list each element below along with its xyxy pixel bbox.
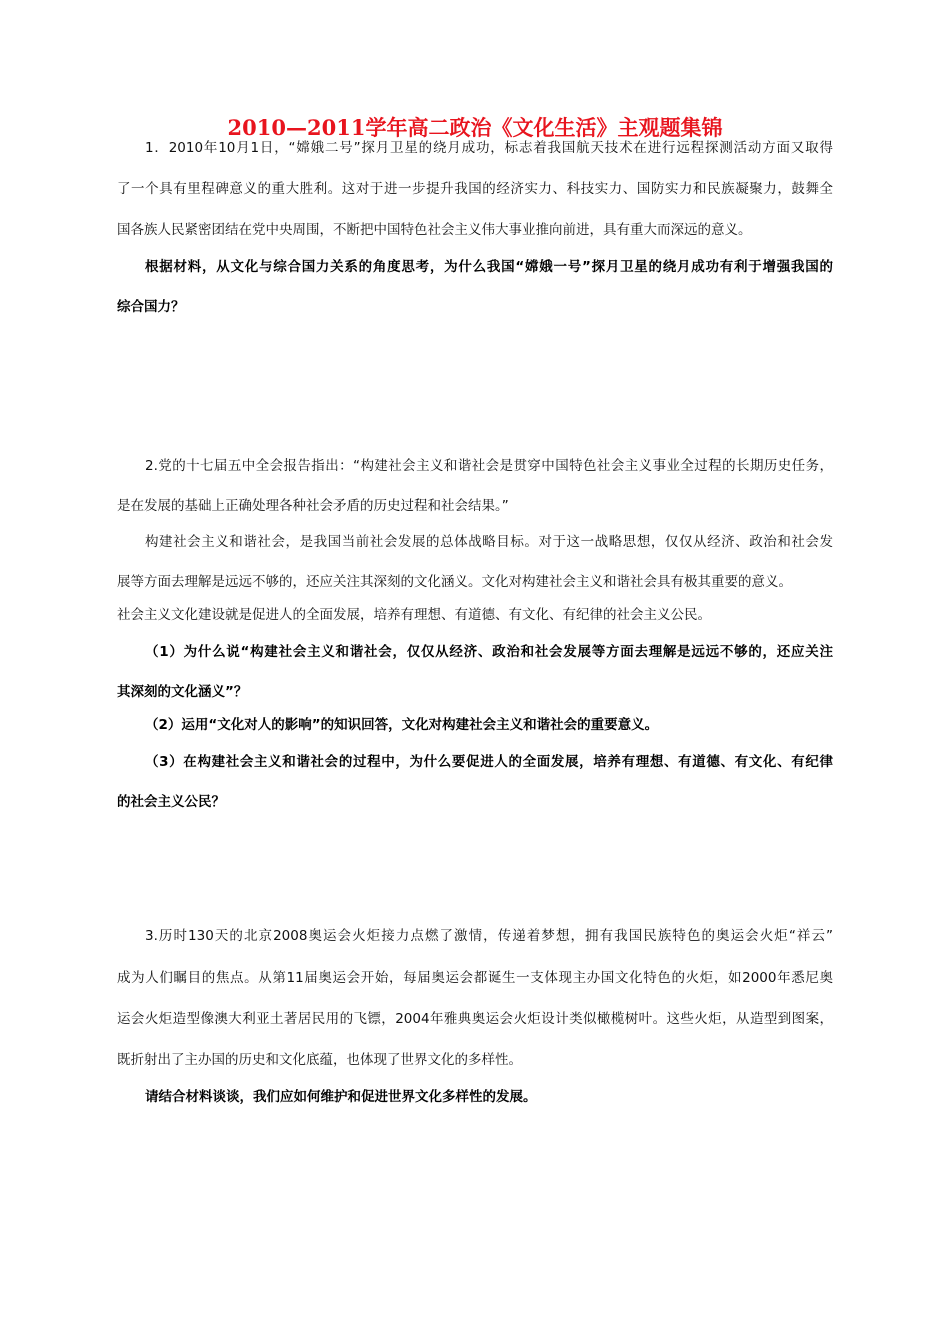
q1-material-line-1: 1．2010年10月1日，“嫦娥二号”探月卫星的绕月成功，标志着我国航天技术在进行远程探测活动方面又取得 [145, 140, 833, 156]
q1-material-line-2: 了一个具有里程碑意义的重大胜利。这对于进一步提升我国的经济实力、科技实力、国防实力和民族凝聚力，鼓舞全 [117, 181, 833, 197]
q2-material-line-1: 2.党的十七届五中全会报告指出：“构建社会主义和谐社会是贯穿中国特色社会主义事业全过程的长期历史任务， [145, 458, 833, 474]
q3-material-line-1: 3.历时130天的北京2008奥运会火炬接力点燃了激情，传递着梦想，拥有我国民族特色的奥运会火炬“祥云” [145, 928, 833, 944]
document-title: 2010—2011学年高二政治《文化生活》主观题集锦 [227, 115, 723, 140]
q2-question-1-line-2: 其深刻的文化涵义”？ [117, 684, 248, 700]
q2-question-3-line-2: 的社会主义公民？ [117, 794, 225, 810]
q3-material-line-4: 既折射出了主办国的历史和文化底蕴，也体现了世界文化的多样性。 [117, 1052, 522, 1068]
q2-material-line-2: 是在发展的基础上正确处理各种社会矛盾的历史过程和社会结果。” [117, 498, 509, 514]
q3-question: 请结合材料谈谈，我们应如何维护和促进世界文化多样性的发展。 [145, 1089, 537, 1105]
q2-material-line-5: 社会主义文化建设就是促进人的全面发展，培养有理想、有道德、有文化、有纪律的社会主义公民。 [117, 607, 711, 623]
q3-material-line-3: 运会火炬造型像澳大利亚土著居民用的飞镖，2004年雅典奥运会火炬设计类似橄榄树叶。这些火炬，从造型到图案， [117, 1011, 833, 1027]
q2-question-2: （2）运用“文化对人的影响”的知识回答，文化对构建社会主义和谐社会的重要意义。 [145, 717, 659, 733]
q2-question-1-line-1: （1）为什么说“构建社会主义和谐社会，仅仅从经济、政治和社会发展等方面去理解是远远不够的，还应关注 [145, 644, 833, 660]
q2-material-line-3: 构建社会主义和谐社会，是我国当前社会发展的总体战略目标。对于这一战略思想，仅仅从经济、政治和社会发 [145, 534, 833, 550]
q2-material-line-4: 展等方面去理解是远远不够的，还应关注其深刻的文化涵义。文化对构建社会主义和谐社会具有极其重要的意义。 [117, 574, 792, 590]
q3-material-line-2: 成为人们瞩目的焦点。从第11届奥运会开始，每届奥运会都诞生一支体现主办国文化特色的火炬，如2000年悉尼奥 [117, 970, 833, 986]
q1-question-line-1: 根据材料，从文化与综合国力关系的角度思考，为什么我国“嫦娥一号”探月卫星的绕月成功有利于增强我国的 [145, 259, 833, 275]
q2-question-3-line-1: （3）在构建社会主义和谐社会的过程中，为什么要促进人的全面发展，培养有理想、有道德、有文化、有纪律 [145, 754, 833, 770]
q1-material-line-3: 国各族人民紧密团结在党中央周围，不断把中国特色社会主义伟大事业推向前进，具有重大而深远的意义。 [117, 222, 752, 238]
q1-question-line-2: 综合国力？ [117, 299, 185, 315]
